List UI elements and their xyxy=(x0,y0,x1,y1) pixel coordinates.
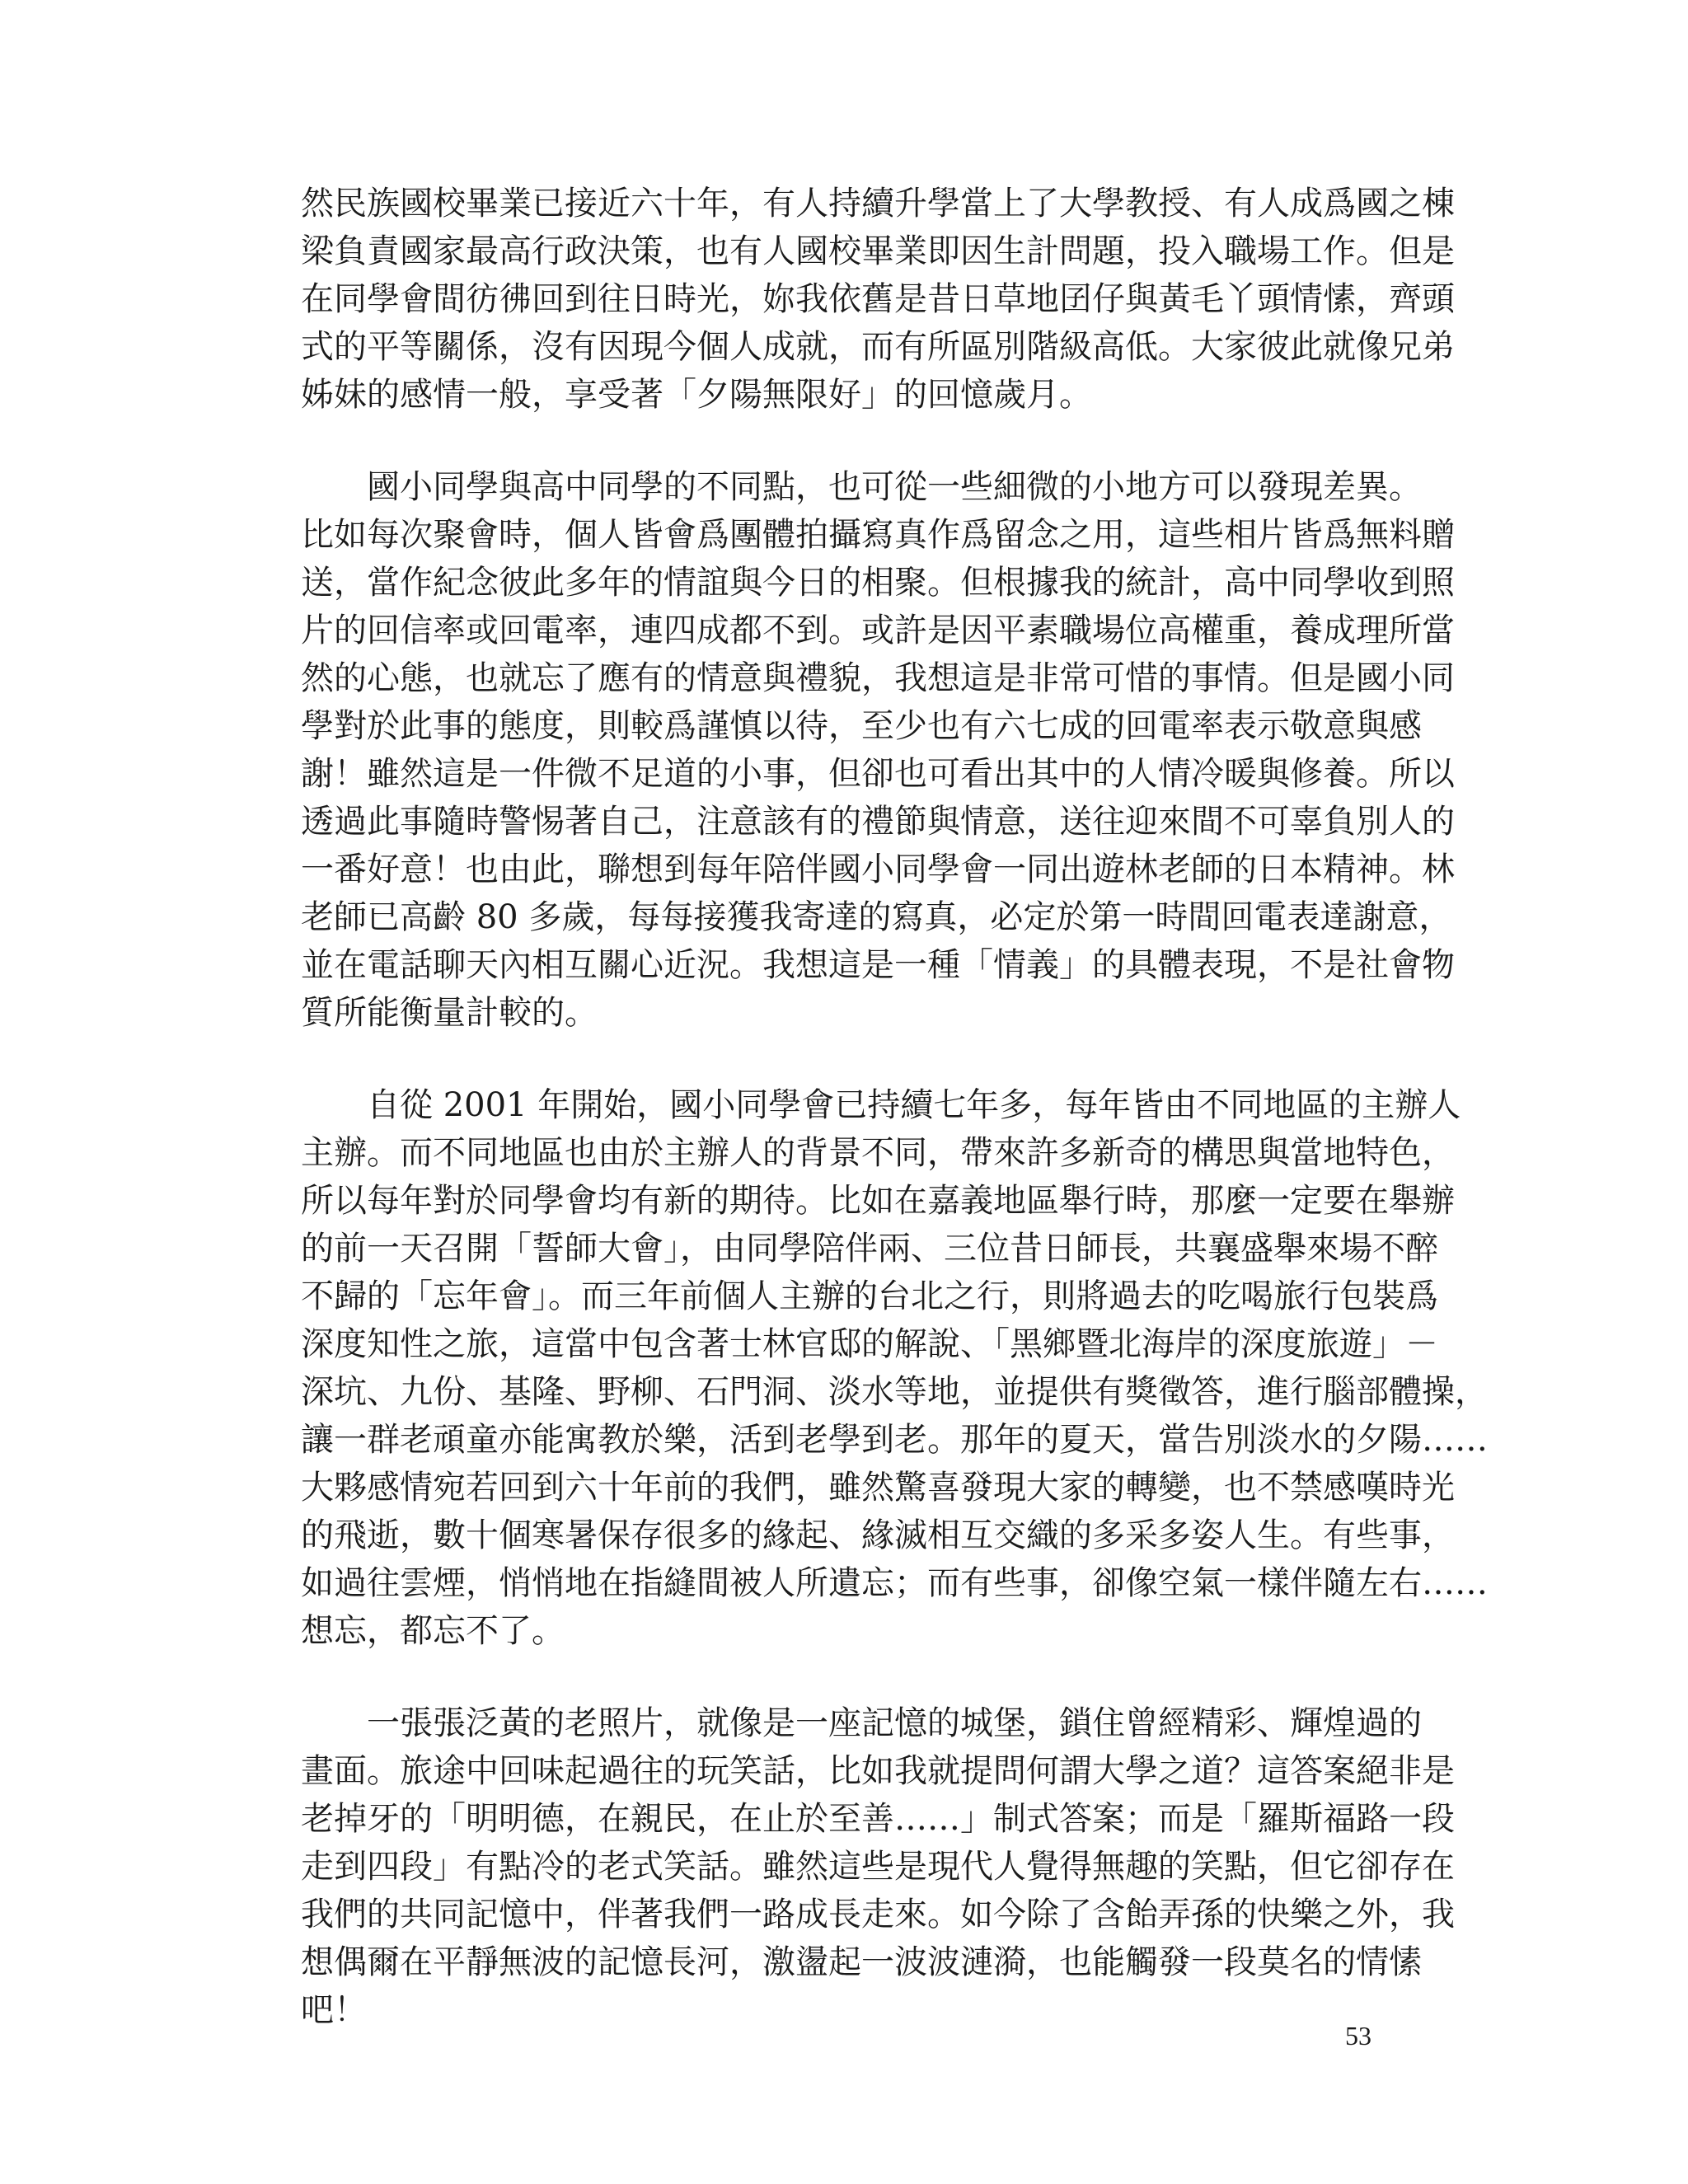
text-line: 送，當作紀念彼此多年的情誼與今日的相聚。但根據我的統計，高中同學收到照 xyxy=(301,564,1455,602)
text-line: 自從 2001 年開始，國小同學會已持續七年多，每年皆由不同地區的主辦人 xyxy=(301,1086,1461,1124)
text-line: 大夥感情宛若回到六十年前的我們，雖然驚喜發現大家的轉變，也不禁感嘆時光 xyxy=(301,1469,1455,1507)
text-line: 想忘，都忘不了。 xyxy=(301,1612,565,1650)
text-line: 透過此事隨時警惕著自己，注意該有的禮節與情意，送往迎來間不可辜負別人的 xyxy=(301,803,1455,841)
text-line: 老師已高齡 80 多歲，每每接獲我寄達的寫真，必定於第一時間回電表達謝意， xyxy=(301,898,1452,936)
text-line: 學對於此事的態度，則較爲謹慎以待，至少也有六七成的回電率表示敬意與感 xyxy=(301,707,1422,745)
text-line: 片的回信率或回電率，連四成都不到。或許是因平素職場位高權重，養成理所當 xyxy=(301,612,1455,649)
text-line: 並在電話聊天內相互關心近況。我想這是一種「情義」的具體表現，不是社會物 xyxy=(301,946,1455,984)
text-line: 一番好意！也由此，聯想到每年陪伴國小同學會一同出遊林老師的日本精神。林 xyxy=(301,851,1455,888)
paragraph-3 xyxy=(301,1081,1488,1655)
text-line: 一張張泛黃的老照片，就像是一座記憶的城堡，鎖住曾經精彩、輝煌過的 xyxy=(301,1704,1422,1742)
text-line: 畫面。旅途中回味起過往的玩笑話，比如我就提問何謂大學之道？這答案絕非是 xyxy=(301,1752,1455,1790)
text-line: 深坑、九份、基隆、野柳、石門洞、淡水等地，並提供有獎徵答，進行腦部體操， xyxy=(301,1373,1488,1411)
paragraph-2 xyxy=(301,463,1455,1037)
text-line: 姊妹的感情一般，享受著「夕陽無限好」的回憶歲月。 xyxy=(301,376,1092,414)
text-line: 比如每次聚會時，個人皆會爲團體拍攝寫真作爲留念之用，這些相片皆爲無料贈 xyxy=(301,516,1455,554)
text-line: 走到四段」有點冷的老式笑話。雖然這些是現代人覺得無趣的笑點，但它卻存在 xyxy=(301,1848,1455,1886)
text-line: 深度知性之旅，這當中包含著士林官邸的解說、「黑鄉暨北海岸的深度旅遊」－ xyxy=(301,1325,1438,1363)
text-line: 的前一天召開「誓師大會」，由同學陪伴兩、三位昔日師長，共襄盛舉來場不醉 xyxy=(301,1230,1438,1268)
text-line: 質所能衡量計較的。 xyxy=(301,994,598,1032)
text-line: 然的心態，也就忘了應有的情意與禮貌，我想這是非常可惜的事情。但是國小同 xyxy=(301,659,1455,697)
text-line: 吧！ xyxy=(301,1991,367,2029)
text-line: 國小同學與高中同學的不同點，也可從一些細微的小地方可以發現差異。 xyxy=(301,468,1422,506)
text-line: 然民族國校畢業已接近六十年，有人持續升學當上了大學教授、有人成爲國之棟 xyxy=(301,185,1455,223)
paragraph-1 xyxy=(301,180,1455,419)
text-line: 我們的共同記憶中，伴著我們一路成長走來。如今除了含飴弄孫的快樂之外，我 xyxy=(301,1896,1455,1933)
text-line: 梁負責國家最高行政決策，也有人國校畢業即因生計問題，投入職場工作。但是 xyxy=(301,232,1455,270)
text-line: 老掉牙的「明明德，在親民，在止於至善……」制式答案；而是「羅斯福路一段 xyxy=(301,1800,1455,1838)
body-text xyxy=(301,180,1488,2079)
text-line: 主辦。而不同地區也由於主辦人的背景不同，帶來許多新奇的構思與當地特色， xyxy=(301,1134,1455,1172)
text-line: 謝！雖然這是一件微不足道的小事，但卻也可看出其中的人情冷暖與修養。所以 xyxy=(301,755,1455,793)
text-line: 不歸的「忘年會」。而三年前個人主辦的台北之行，則將過去的吃喝旅行包裝爲 xyxy=(301,1277,1438,1315)
text-line: 讓一群老頑童亦能寓教於樂，活到老學到老。那年的夏天，當告別淡水的夕陽…… xyxy=(301,1421,1488,1459)
text-line: 所以每年對於同學會均有新的期待。比如在嘉義地區舉行時，那麼一定要在舉辦 xyxy=(301,1182,1455,1220)
page-number: 53 xyxy=(1345,2021,1372,2050)
text-line: 如過往雲煙，悄悄地在指縫間被人所遺忘；而有些事，卻像空氣一樣伴隨左右…… xyxy=(301,1564,1488,1602)
text-line: 想偶爾在平靜無波的記憶長河，激盪起一波波漣漪，也能觸發一段莫名的情愫 xyxy=(301,1943,1422,1981)
paragraph-4 xyxy=(301,1699,1455,2034)
text-line: 的飛逝，數十個寒暑保存很多的緣起、緣滅相互交織的多采多姿人生。有些事， xyxy=(301,1516,1455,1554)
text-line: 在同學會間彷彿回到往日時光，妳我依舊是昔日草地囝仔與黃毛丫頭情愫，齊頭 xyxy=(301,280,1455,318)
text-line: 式的平等關係，沒有因現今個人成就，而有所區別階級高低。大家彼此就像兄弟 xyxy=(301,328,1455,366)
